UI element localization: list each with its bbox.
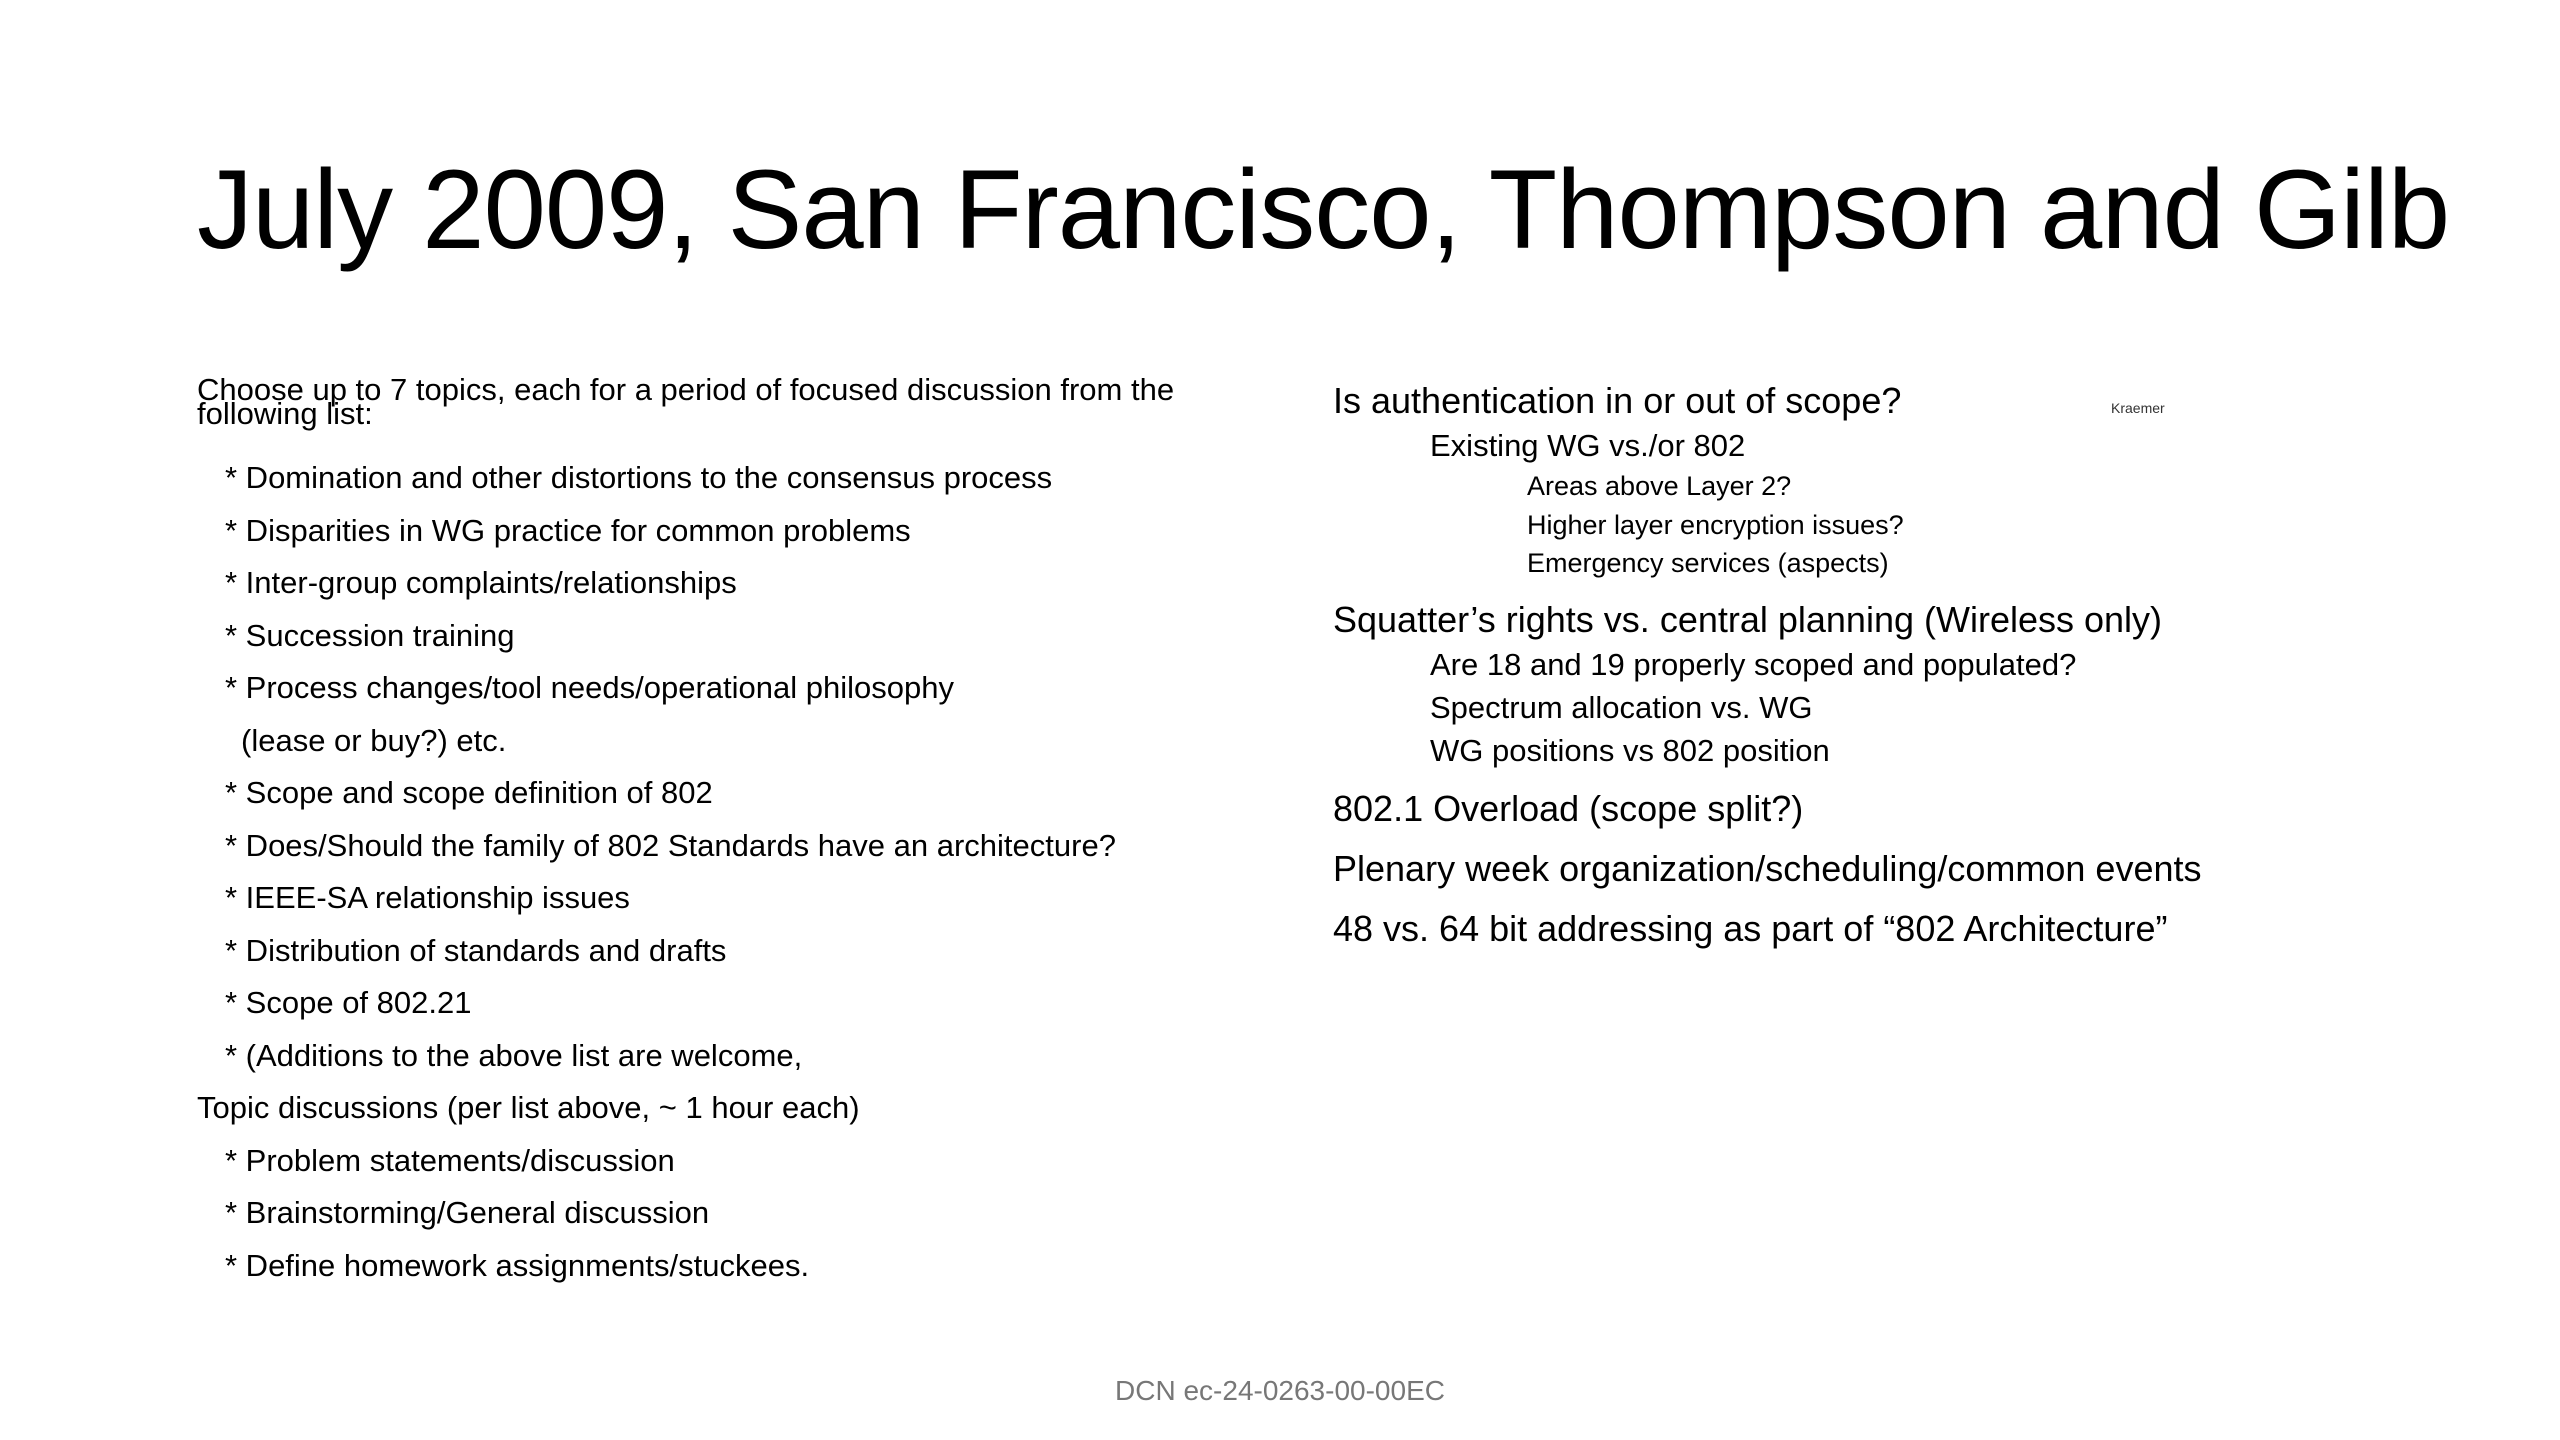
issue-subitem: Existing WG vs./or 802 [1430,428,1746,463]
topic-item: * (Additions to the above list are welcome, [225,1037,803,1073]
issue-detail: Higher layer encryption issues? [1527,509,1904,540]
topic-list-column [197,372,1277,1292]
issue-heading: Plenary week organization/scheduling/common events [1333,847,2202,889]
intro-text: Choose up to 7 topics, each for a period of focused discussion from the following list: [197,372,1175,431]
discussion-item: * Brainstorming/General discussion [225,1195,710,1230]
topic-item: * Domination and other distortions to the consensus process [225,460,1053,495]
document-number-footer: DCN ec-24-0263-00-00EC [1115,1375,1445,1406]
topic-item: * Succession training [225,617,515,653]
issue-subitem: WG positions vs 802 position [1430,732,1830,768]
issue-heading: Is authentication in or out of scope? [1333,380,1902,421]
issue-heading: 48 vs. 64 bit addressing as part of “802 Architecture” [1333,907,2168,949]
topic-item: * Scope and scope definition of 802 [225,775,713,810]
author-note: Kraemer [2111,400,2165,416]
topic-item: * Does/Should the family of 802 Standards have an architecture? [225,827,1116,863]
issue-subitem: Are 18 and 19 properly scoped and populated? [1430,646,2077,682]
discussion-item: * Define homework assignments/stuckees. [225,1247,810,1283]
topic-item: * Disparities in WG practice for common problems [225,512,911,548]
topic-item: * Distribution of standards and drafts [225,932,727,968]
issue-detail: Areas above Layer 2? [1527,471,1792,501]
topic-item: * IEEE-SA relationship issues [225,880,630,915]
topic-item: * Scope of 802.21 [225,985,472,1020]
issue-heading: 802.1 Overload (scope split?) [1333,787,1804,829]
section-heading: Topic discussions (per list above, ~ 1 hour each) [197,1090,860,1125]
slide-title: July 2009, San Francisco, Thompson and Gilb [197,147,2450,272]
topic-item: * Process changes/tool needs/operational philosophy [225,670,954,705]
topic-item: * Inter-group complaints/relationships [225,565,737,600]
discussion-item: * Problem statements/discussion [225,1142,675,1178]
issues-column [1333,378,2433,952]
issue-subitem: Spectrum allocation vs. WG [1430,689,1813,725]
issue-heading: Squatter’s rights vs. central planning (Wireless only) [1333,598,2163,640]
topic-item-continuation: (lease or buy?) etc. [241,722,507,758]
issue-detail: Emergency services (aspects) [1527,548,1889,578]
